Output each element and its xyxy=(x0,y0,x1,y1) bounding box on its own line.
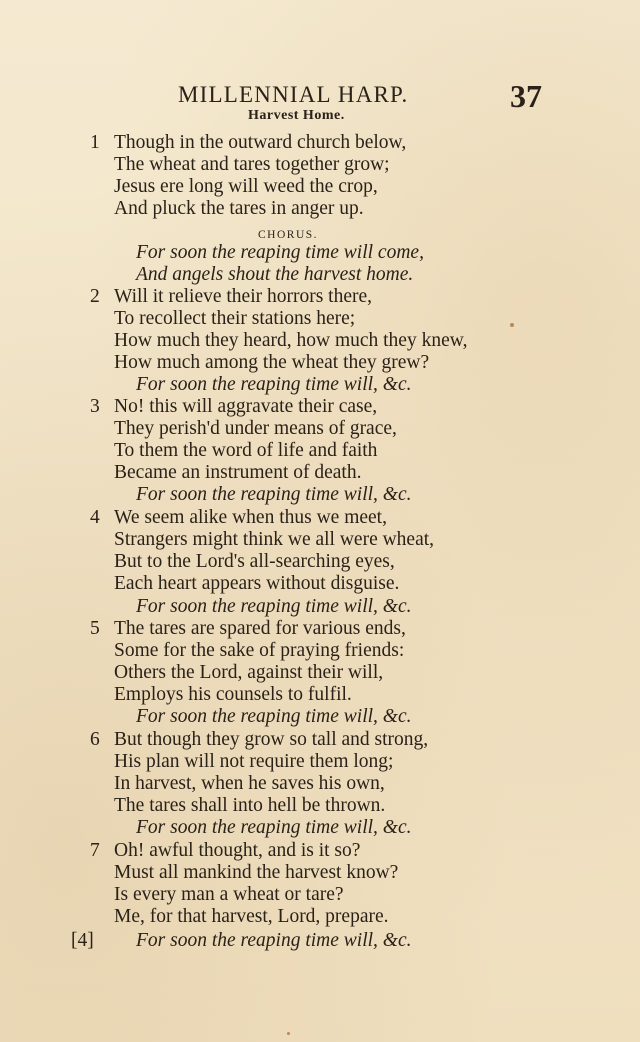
chorus-line: For soon the reaping time will, &c. xyxy=(136,374,412,395)
verse-line: Employs his counsels to fulfil. xyxy=(114,684,352,705)
verse-number: 5 xyxy=(90,618,100,639)
verse-number: 6 xyxy=(90,729,100,750)
verse-line: Others the Lord, against their will, xyxy=(114,662,384,683)
verse-line: How much they heard, how much they knew, xyxy=(114,330,468,351)
verse-line: They perish'd under means of grace, xyxy=(114,418,397,439)
verse-line: Some for the sake of praying friends: xyxy=(114,640,405,661)
verse-line: Is every man a wheat or tare? xyxy=(114,884,344,905)
verse-line: Jesus ere long will weed the crop, xyxy=(114,176,378,197)
verse-line: To recollect their stations here; xyxy=(114,308,356,329)
verse-line: Though in the outward church below, xyxy=(114,132,407,153)
verse-line: Strangers might think we all were wheat, xyxy=(114,529,435,550)
verse-number: 4 xyxy=(90,507,100,528)
chorus-line: For soon the reaping time will, &c. xyxy=(136,484,412,505)
verse-line: Became an instrument of death. xyxy=(114,462,362,483)
chorus-line: For soon the reaping time will, &c. xyxy=(136,596,412,617)
verse-line: But to the Lord's all-searching eyes, xyxy=(114,551,395,572)
verse-number: 7 xyxy=(90,840,100,861)
signature-mark: [4] xyxy=(71,930,94,951)
verse-line: In harvest, when he saves his own, xyxy=(114,773,385,794)
verse-line: How much among the wheat they grew? xyxy=(114,352,430,373)
verse-line: Will it relieve their horrors there, xyxy=(114,286,373,307)
chorus-line: For soon the reaping time will, &c. xyxy=(136,930,412,951)
hymn-title: Harvest Home. xyxy=(248,108,345,123)
chorus-line: And angels shout the harvest home. xyxy=(136,264,414,285)
chorus-label: CHORUS. xyxy=(258,229,319,241)
chorus-line: For soon the reaping time will, &c. xyxy=(136,706,412,727)
verse-number: 1 xyxy=(90,132,100,153)
verse-number: 3 xyxy=(90,396,100,417)
verse-line: The tares are spared for various ends, xyxy=(114,618,406,639)
verse-line: To them the word of life and faith xyxy=(114,440,378,461)
verse-line: But though they grow so tall and strong, xyxy=(114,729,429,750)
verse-line: We seem alike when thus we meet, xyxy=(114,507,387,528)
verse-line: Must all mankind the harvest know? xyxy=(114,862,399,883)
verse-line: The wheat and tares together grow; xyxy=(114,154,390,175)
verse-line: His plan will not require them long; xyxy=(114,751,394,772)
verse-number: 2 xyxy=(90,286,100,307)
verse-line: And pluck the tares in anger up. xyxy=(114,198,364,219)
running-head: MILLENNIAL HARP. xyxy=(178,82,409,107)
verse-line: Me, for that harvest, Lord, prepare. xyxy=(114,906,389,927)
chorus-line: For soon the reaping time will come, xyxy=(136,242,424,263)
paper-speck xyxy=(287,1032,290,1035)
verse-line: No! this will aggravate their case, xyxy=(114,396,378,417)
chorus-line: For soon the reaping time will, &c. xyxy=(136,817,412,838)
verse-line: Oh! awful thought, and is it so? xyxy=(114,840,361,861)
page-number: 37 xyxy=(510,78,542,114)
paper-speck xyxy=(510,323,514,327)
verse-line: Each heart appears without disguise. xyxy=(114,573,400,594)
verse-line: The tares shall into hell be thrown. xyxy=(114,795,386,816)
